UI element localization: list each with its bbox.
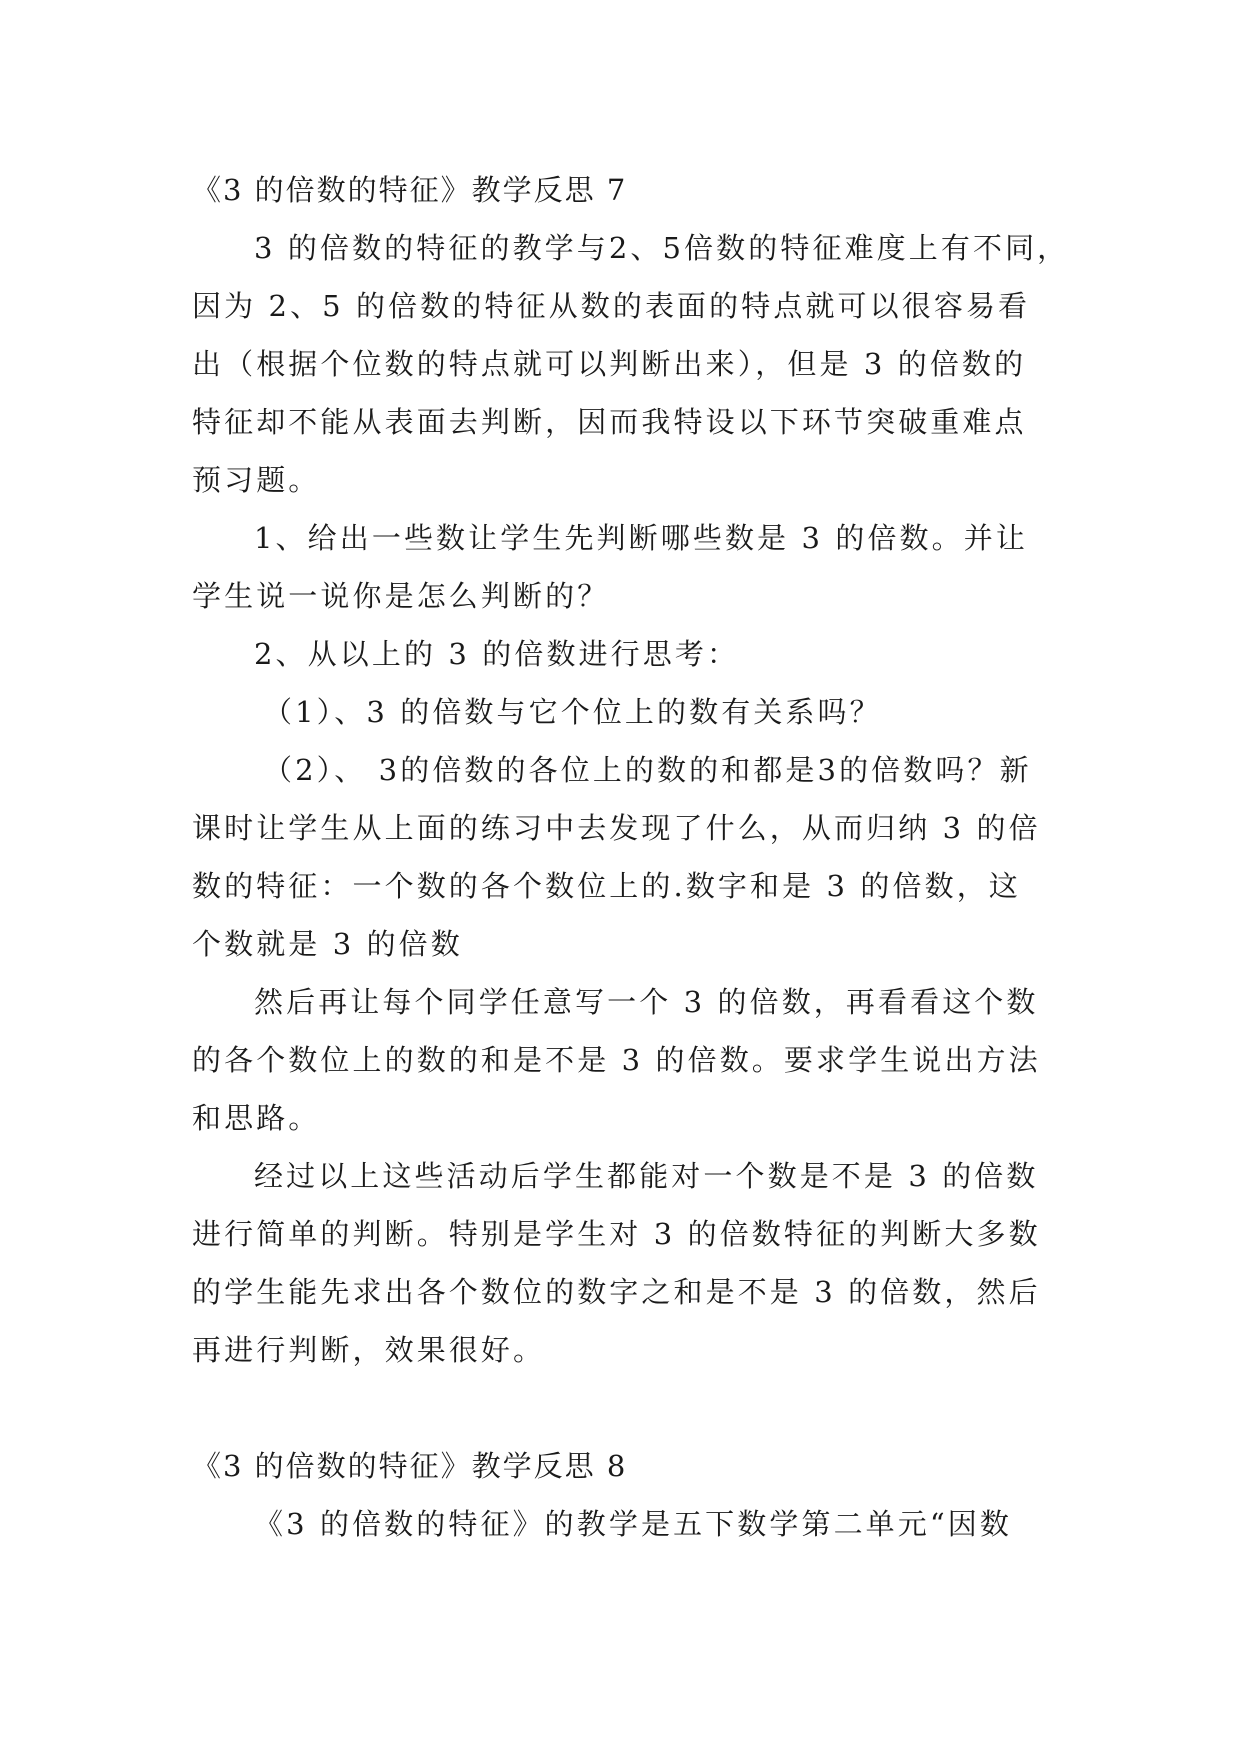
paragraph-line: 《3 的倍数的特征》的教学是五下数学第二单元“因数 <box>254 1507 1012 1541</box>
paragraph-line: 经过以上这些活动后学生都能对一个数是不是 3 的倍数 <box>254 1159 1039 1193</box>
paragraph-line: 数的特征：一个数的各个数位上的.数字和是 3 的倍数，这 <box>192 869 1021 903</box>
paragraph-line: 然后再让每个同学任意写一个 3 的倍数，再看看这个数 <box>254 985 1039 1019</box>
paragraph-line: 1、给出一些数让学生先判断哪些数是 3 的倍数。并让 <box>254 521 1028 555</box>
section-title-7: 《3 的倍数的特征》教学反思 7 <box>192 173 628 207</box>
paragraph-line: 学生说一说你是怎么判断的？ <box>192 579 610 613</box>
paragraph-line: 再进行判断，效果很好。 <box>192 1333 546 1367</box>
paragraph-line: （1）、3 的倍数与它个位上的数有关系吗？ <box>263 695 882 729</box>
paragraph-line: 因为 2、5 的倍数的特征从数的表面的特点就可以很容易看 <box>192 289 1031 323</box>
paragraph-line: 和思路。 <box>192 1101 321 1135</box>
paragraph-line: 的学生能先求出各个数位的数字之和是不是 3 的倍数，然后 <box>192 1275 1041 1309</box>
paragraph-line: （2）、 3的倍数的各位上的数的和都是3的倍数吗？新 <box>263 753 1032 787</box>
paragraph-line: 2、从以上的 3 的倍数进行思考： <box>254 637 740 671</box>
paragraph-line: 的各个数位上的数的和是不是 3 的倍数。要求学生说出方法 <box>192 1043 1041 1077</box>
paragraph-line: 个数就是 3 的倍数 <box>192 927 463 961</box>
paragraph-line: 预习题。 <box>192 463 321 497</box>
paragraph-line: 3 的倍数的特征的教学与2、5倍数的特征难度上有不同， <box>254 231 1070 265</box>
paragraph-line: 课时让学生从上面的练习中去发现了什么，从而归纳 3 的倍 <box>192 811 1041 845</box>
paragraph-line: 出（根据个位数的特点就可以判断出来），但是 3 的倍数的 <box>192 347 1027 381</box>
paragraph-line: 进行简单的判断。特别是学生对 3 的倍数特征的判断大多数 <box>192 1217 1041 1251</box>
paragraph-line: 特征却不能从表面去判断，因而我特设以下环节突破重难点 <box>192 405 1027 439</box>
section-title-8: 《3 的倍数的特征》教学反思 8 <box>192 1449 628 1483</box>
